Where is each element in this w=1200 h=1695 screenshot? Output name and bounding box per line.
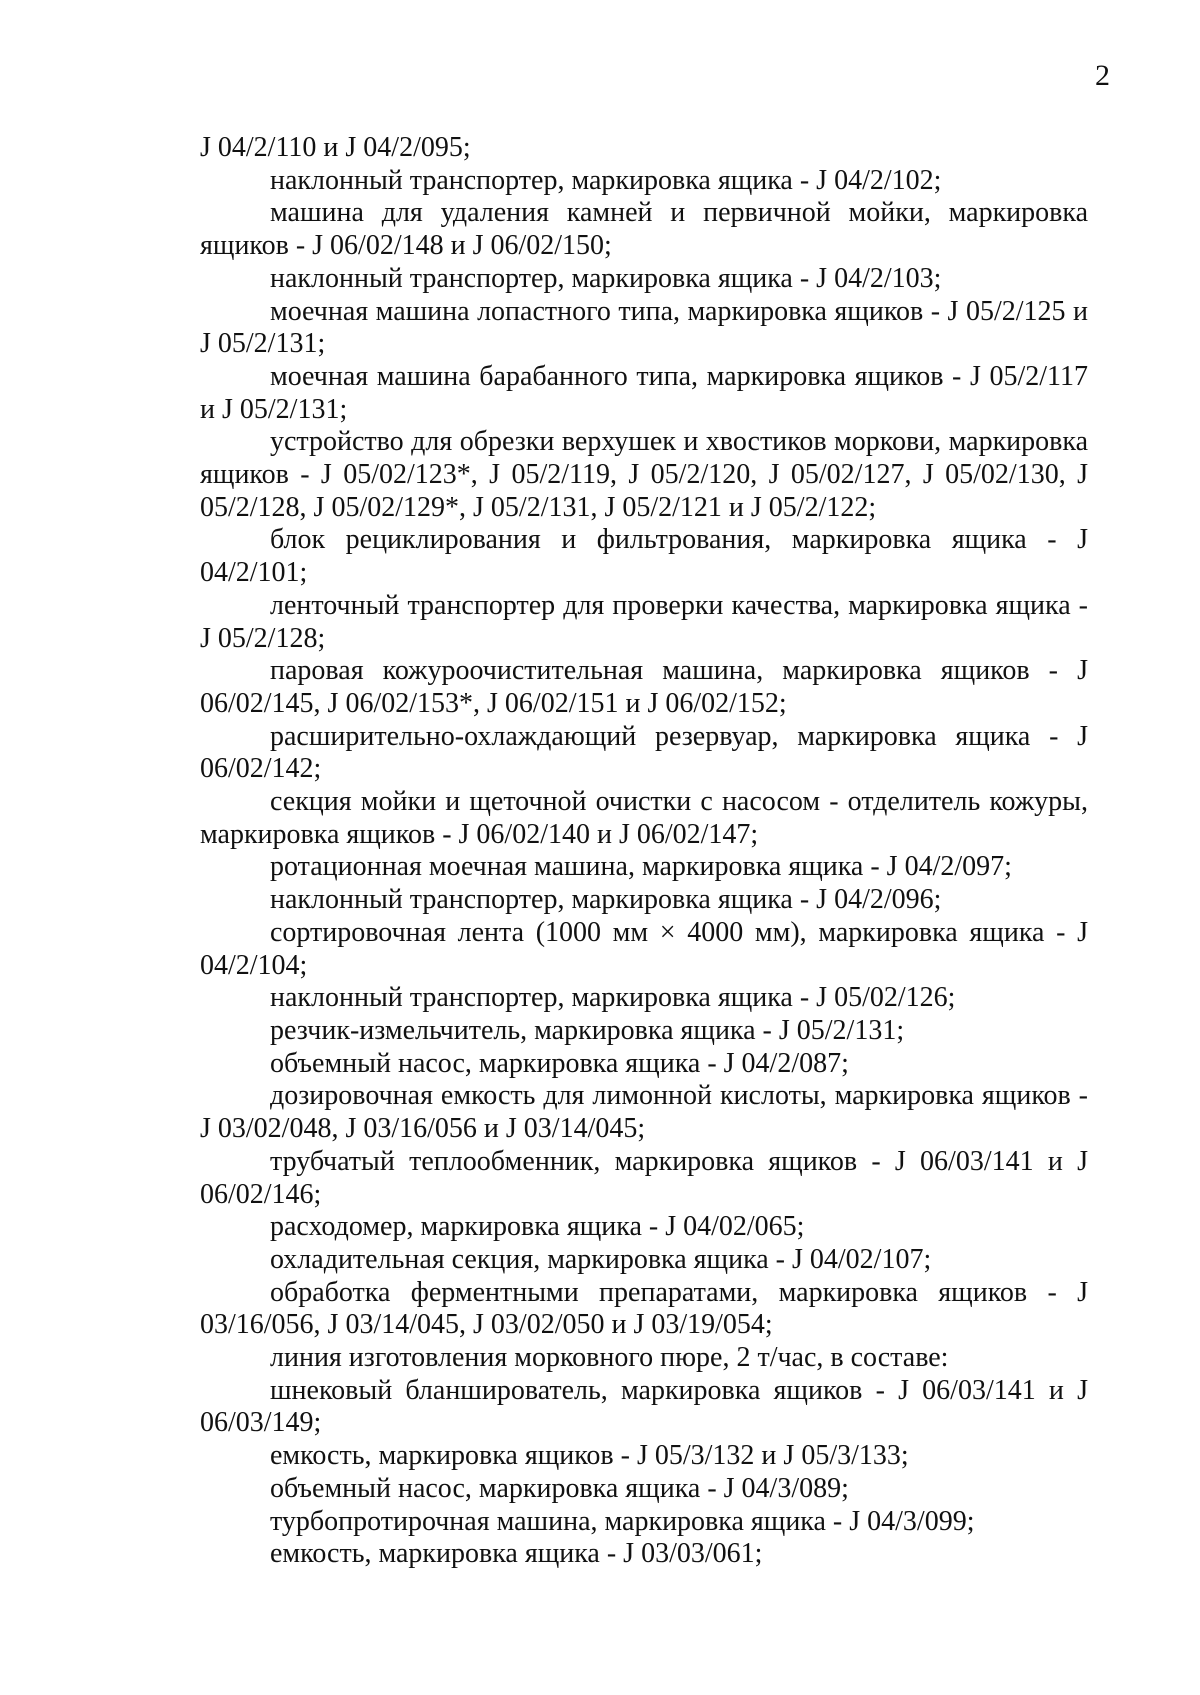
paragraph: наклонный транспортер, маркировка ящика - J 04/2/102; (270, 164, 942, 196)
paragraph: моечная машина лопастного типа, маркировка ящиков - J 05/2/125 и J 05/2/131; (200, 295, 1088, 360)
paragraph: шнековый бланширователь, маркировка ящиков - J 06/03/141 и J 06/03/149; (200, 1374, 1088, 1439)
paragraph: секция мойки и щеточной очистки с насосом - отделитель кожуры, маркировка ящиков - J 06/02/140 и J 06/02/147; (200, 786, 1088, 850)
paragraph: объемный насос, маркировка ящика - J 04/3/089; (270, 1472, 849, 1504)
paragraph: обработка ферментными препаратами, маркировка ящиков - J 03/16/056, J 03/14/045, J 03/02/050 и J 03/19/054; (200, 1276, 1088, 1341)
paragraph: моечная машина барабанного типа, маркировка ящиков - J 05/2/117 и J 05/2/131; (200, 360, 1088, 425)
paragraph: устройство для обрезки верхушек и хвостиков моркови, маркировка ящиков - J 05/02/123*, J 05/2/119, J 05/2/120, J 05/02/127, J 05/02/130, J 05/2/128, J 05/02/129*, J 05/2/131, J 05/2/121 и J 05/2/122; (200, 426, 1088, 523)
paragraph: линия изготовления морковного пюре, 2 т/час, в составе: (270, 1342, 949, 1374)
paragraph: сортировочная лента (1000 мм × 4000 мм), маркировка ящика - J 04/2/104; (200, 916, 1088, 981)
paragraph: емкость, маркировка ящика - J 03/03/061; (270, 1538, 763, 1570)
paragraph: наклонный транспортер, маркировка ящика - J 05/02/126; (270, 982, 956, 1014)
paragraph: расширительно-охлаждающий резервуар, маркировка ящика - J 06/02/142; (200, 720, 1088, 785)
paragraph: расходомер, маркировка ящика - J 04/02/065; (270, 1211, 805, 1243)
paragraph: объемный насос, маркировка ящика - J 04/2/087; (270, 1047, 849, 1079)
paragraph: ротационная моечная машина, маркировка ящика - J 04/2/097; (270, 851, 1012, 883)
paragraph: охладительная секция, маркировка ящика - J 04/02/107; (270, 1243, 932, 1275)
paragraph: турбопротирочная машина, маркировка ящика - J 04/3/099; (270, 1505, 975, 1537)
paragraph: машина для удаления камней и первичной мойки, маркировка ящиков - J 06/02/148 и J 06/02/150; (200, 197, 1088, 262)
paragraph: дозировочная емкость для лимонной кислоты, маркировка ящиков - J 03/02/048, J 03/16/056 и J 03/14/045; (200, 1080, 1088, 1145)
paragraph: трубчатый теплообменник, маркировка ящиков - J 06/03/141 и J 06/02/146; (200, 1145, 1088, 1210)
document-body (200, 132, 1088, 1571)
paragraph: ленточный транспортер для проверки качества, маркировка ящика - J 05/2/128; (200, 589, 1088, 654)
paragraph: паровая кожуроочистительная машина, маркировка ящиков - J 06/02/145, J 06/02/153*, J 06/02/151 и J 06/02/152; (200, 655, 1088, 719)
paragraph: емкость, маркировка ящиков - J 05/3/132 и J 05/3/133; (270, 1440, 909, 1472)
paragraph: блок рециклирования и фильтрования, маркировка ящика - J 04/2/101; (200, 524, 1088, 589)
paragraph: резчик-измельчитель, маркировка ящика - J 05/2/131; (270, 1014, 905, 1046)
paragraph: наклонный транспортер, маркировка ящика - J 04/2/103; (270, 262, 942, 294)
paragraph: наклонный транспортер, маркировка ящика - J 04/2/096; (270, 884, 942, 916)
page-number: 2 (1095, 59, 1110, 92)
paragraph: J 04/2/110 и J 04/2/095; (200, 132, 471, 163)
